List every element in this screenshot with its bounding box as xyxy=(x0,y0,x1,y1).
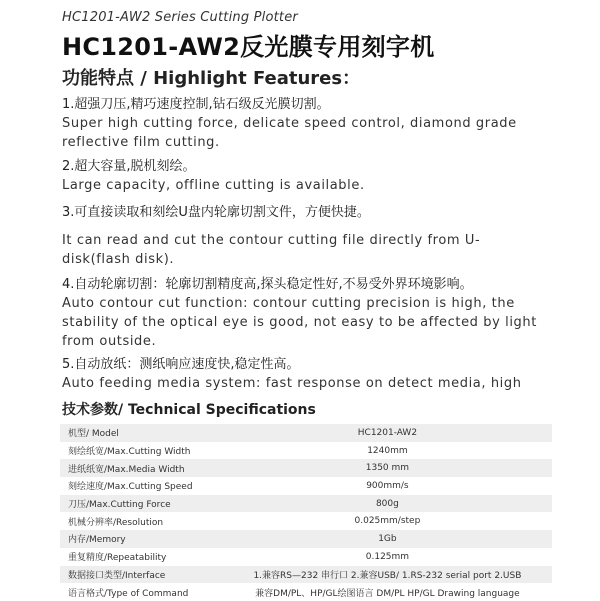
table-row xyxy=(60,442,552,460)
table-row xyxy=(60,512,552,530)
feature-zh: 2.超大容量,脱机刻绘。 xyxy=(62,159,196,174)
feature-zh: 4.自动轮廓切割：轮廓切割精度高,探头稳定性好,不易受外界环境影响。 xyxy=(62,277,473,292)
spec-label: 刻绘纸宽/Max.Cutting Width xyxy=(60,442,223,460)
table-row xyxy=(60,424,552,442)
spec-value: 1350 mm xyxy=(223,459,552,477)
feature-item-5 xyxy=(62,356,542,393)
spec-value: 900mm/s xyxy=(223,477,552,495)
features-heading: 功能特点 / Highlight Features： xyxy=(62,68,361,89)
spec-label: 重复精度/Repeatability xyxy=(60,548,223,566)
table-row xyxy=(60,495,552,513)
spec-value: 0.125mm xyxy=(223,548,552,566)
feature-item-1 xyxy=(62,96,542,152)
spec-label: 机械分辨率/Resolution xyxy=(60,512,223,530)
feature-en: Super high cutting force, delicate speed control, diamond grade reflective film cutting. xyxy=(62,116,517,150)
spec-value: 兼容DM/PL、HP/GL绘图语言 DM/PL HP/GL Drawing language xyxy=(223,583,552,601)
table-row xyxy=(60,477,552,495)
spec-label: 进纸纸宽/Max.Media Width xyxy=(60,459,223,477)
spec-value: HC1201-AW2 xyxy=(223,424,552,442)
feature-en: Auto feeding media system: fast response on detect media, high xyxy=(62,376,522,391)
feature-en: Auto contour cut function: contour cutting precision is high, the stability of the optical eye is good, not easy to be affected by light from outside. xyxy=(62,296,537,349)
feature-zh: 3.可直接读取和刻绘U盘内轮廓切割文件，方便快捷。 xyxy=(62,205,370,220)
spec-table xyxy=(60,424,552,601)
feature-zh: 5.自动放纸：测纸响应速度快,稳定性高。 xyxy=(62,357,300,372)
feature-en: Large capacity, offline cutting is available. xyxy=(62,178,365,193)
spec-value: 1.兼容RS—232 串行口 2.兼容USB/ 1.RS-232 serial port 2.USB xyxy=(223,566,552,584)
feature-zh: 1.超强刀压,精巧速度控制,钻石级反光膜切割。 xyxy=(62,97,330,112)
spec-label: 机型/ Model xyxy=(60,424,223,442)
spec-label: 内存/Memory xyxy=(60,530,223,548)
table-row xyxy=(60,459,552,477)
spec-value: 1Gb xyxy=(223,530,552,548)
series-subtitle: HC1201-AW2 Series Cutting Plotter xyxy=(62,10,298,25)
table-row xyxy=(60,530,552,548)
spec-label: 刀压/Max.Cutting Force xyxy=(60,495,223,513)
table-row xyxy=(60,548,552,566)
feature-item-3 xyxy=(62,204,542,269)
table-row xyxy=(60,566,552,584)
table-row xyxy=(60,583,552,601)
spec-value: 800g xyxy=(223,495,552,513)
spec-label: 语言格式/Type of Command xyxy=(60,583,223,601)
spec-label: 刻绘速度/Max.Cutting Speed xyxy=(60,477,223,495)
spec-heading: 技术参数/ Technical Specifications xyxy=(62,402,316,418)
spec-label: 数据接口类型/Interface xyxy=(60,566,223,584)
feature-en: It can read and cut the contour cutting file directly from U-disk(flash disk). xyxy=(62,233,481,267)
feature-item-2 xyxy=(62,158,542,195)
feature-item-4 xyxy=(62,276,542,351)
page-title: HC1201-AW2反光膜专用刻字机 xyxy=(62,33,435,61)
spec-value: 0.025mm/step xyxy=(223,512,552,530)
spec-value: 1240mm xyxy=(223,442,552,460)
